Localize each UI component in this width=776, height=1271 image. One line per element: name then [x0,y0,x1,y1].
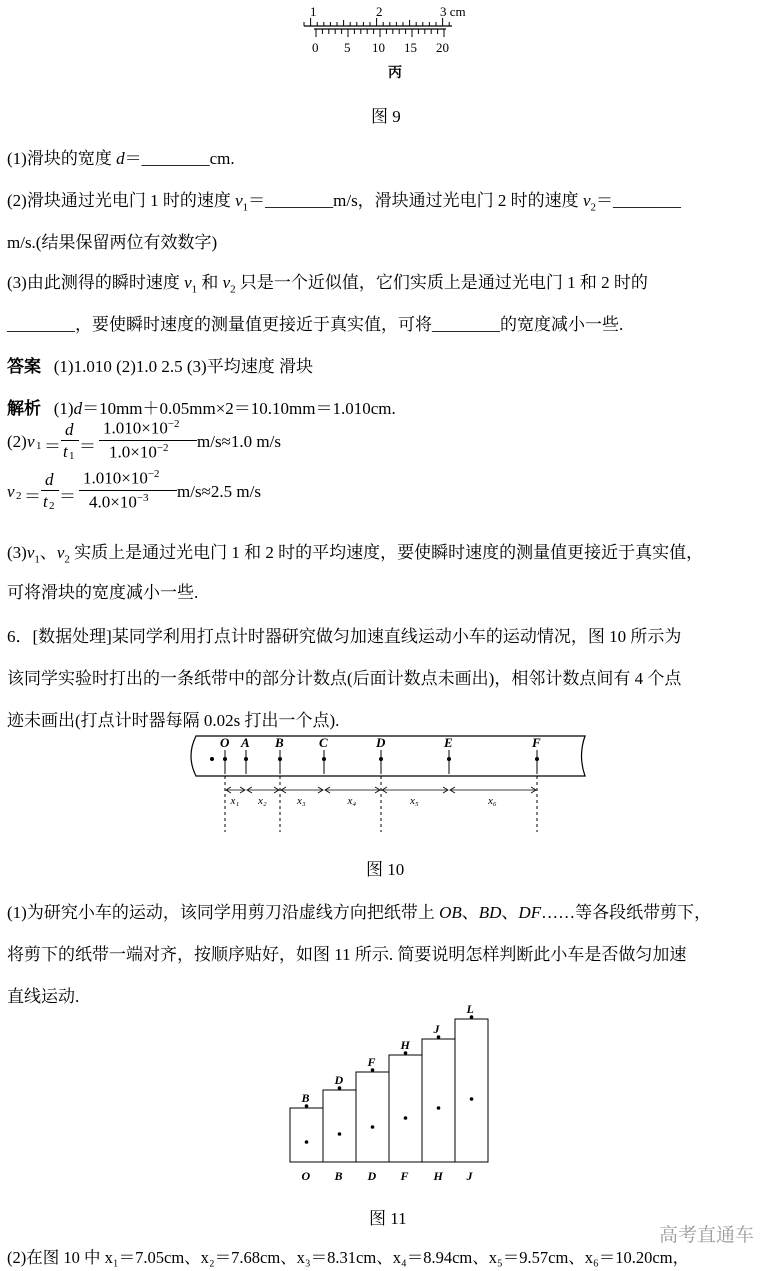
figure-9-caption: 图 9 [371,107,401,126]
tape-point-label-O: O [220,735,230,750]
segment-label: x₂ [258,795,267,807]
figure-sublabel: 丙 [388,66,402,81]
tape-point-dot [244,757,248,761]
tape-point-dot [535,757,539,761]
tape-point-label-B: B [275,735,284,750]
vernier-label-15: 15 [404,40,417,55]
strip-top-label-L: L [466,1002,474,1016]
equation-v1: (2) v 1 ＝ d t 1 ＝ $1.010\times 10^{-2}$ $1.0\times 10^{-2}$ m/s≈1.0 m/s [7,418,281,462]
question-6-line1: 6．[数据处理]某同学利用打点计时器研究做匀加速直线运动小车的运动情况，图 10 所示为 [7,627,682,646]
strip-mid-dot [371,1125,375,1129]
strip-top-label-H: H [400,1038,410,1052]
tape-strip [356,1072,389,1162]
question-2-line2: m/s.(结果保留两位有效数字) [7,233,218,252]
tape-point-dot [223,757,227,761]
question-3-line2: ________，要使瞬时速度的测量值更接近于真实值，可将________的宽度减小一些. [7,315,624,334]
question-1: (1)滑块的宽度 d＝________cm. [7,149,235,168]
vernier-caliper-figure [300,0,470,85]
strip-top-label-J: J [433,1022,440,1036]
question-6-line2: 该同学实验时打出的一条纸带中的部分计数点(后面计数点未画出)，相邻计数点间有 4 个点 [7,669,682,688]
part-1-line3: 直线运动. [7,987,80,1006]
main-scale-label-2: 2 [376,4,383,19]
strip-bottom-label-F: F [400,1169,409,1183]
strip-mid-dot [470,1097,474,1101]
tape-point-dot [379,757,383,761]
part-1-line2: 将剪下的纸带一端对齐，按顺序贴好，如图 11 所示. 简要说明怎样判断此小车是否做匀加速 [7,945,687,964]
analysis-line4: 可将滑块的宽度减小一些. [7,583,199,602]
tape-strips-figure [282,1000,502,1190]
tape-point-label-A: A [241,735,250,750]
tape-point-label-D: D [376,735,386,750]
analysis-line1: 解析 (1)d＝10mm＋0.05mm×2＝10.10mm＝1.010cm. [7,399,396,418]
segment-label: x₃ [297,795,306,807]
segment-label: x₄ [347,795,357,807]
main-scale-label-3: 3 cm [440,4,466,19]
tape-point-dot [278,757,282,761]
segment-label: x₅ [410,795,419,807]
watermark: 高考直通车 [658,1224,754,1246]
tape-strip [290,1108,323,1162]
figure-10-caption: 图 10 [366,860,405,879]
strip-top-label-B: B [301,1091,310,1105]
strip-mid-dot [305,1140,309,1144]
tape-point-dot [322,757,326,761]
equation-v2: v 2 ＝ d t 2 ＝ $1.010\times 10^{-2}$ $4.0\times 10^{-3}$ m/s≈2.5 m/s [7,468,261,512]
strip-mid-dot [437,1106,441,1110]
vernier-label-10: 10 [372,40,385,55]
tape-strip [422,1039,455,1162]
strip-bottom-label-H: H [433,1169,443,1183]
strip-bottom-label-B: B [334,1169,343,1183]
question-3: (3)由此测得的瞬时速度 $v_1$ 和 $v_2$ 只是一个近似值，它们实质上是通过光电门 1 和 2 时的 [7,273,648,296]
main-scale-label-1: 1 [310,4,317,19]
question-2: (2)滑块通过光电门 1 时的速度 $v_1=\_\_\_\_\_\_\_\_m/s$，滑块通过光电门 2 时的速度 $v_2=\_\_\_\_\_\_\_\_$ [7,191,681,214]
strip-mid-dot [338,1132,342,1136]
paper-tape-figure [180,728,600,836]
part-1-line1: (1)为研究小车的运动，该同学用剪刀沿虚线方向把纸带上 OB、BD、DF……等各段纸带剪下， [7,903,712,922]
vernier-label-0: 0 [312,40,319,55]
segment-label: x₁ [230,795,240,807]
tape-point-label-C: C [319,735,328,750]
strip-mid-dot [404,1116,408,1120]
strip-top-label-F: F [367,1055,376,1069]
strip-bottom-label-O: O [301,1169,311,1183]
answer: 答案 (1)1.010 (2)1.0 2.5 (3)平均速度 滑块 [7,357,313,376]
analysis-line3: $(3)v_1$、$v_2$ 实质上是通过光电门 1 和 2 时的平均速度，要使瞬时速度的测量值更接近于真实值， [7,543,704,566]
figure-11-caption: 图 11 [369,1209,407,1228]
strip-bottom-label-J: J [466,1169,473,1183]
tape-strip [389,1055,422,1162]
vernier-label-5: 5 [344,40,351,55]
tape-point-dot [447,757,451,761]
tape-strip [323,1090,356,1162]
tape-point-label-F: F [532,735,541,750]
tape-point-label-E: E [444,735,453,750]
strip-top-label-D: D [334,1073,344,1087]
vernier-label-20: 20 [436,40,449,55]
segment-label: x₆ [488,795,497,807]
part-2-line1: (2)在图 10 中 x₁＝7.05cm、x₂＝7.68cm、x₃＝8.31cm、x₄＝8.94cm、x₅＝9.57cm、x₆＝10.20cm， [7,1248,690,1267]
strip-bottom-label-D: D [367,1169,377,1183]
question-6-line3: 迹未画出(打点计时器每隔 0.02s 打出一个点). [7,711,340,730]
tape-strip [455,1019,488,1162]
